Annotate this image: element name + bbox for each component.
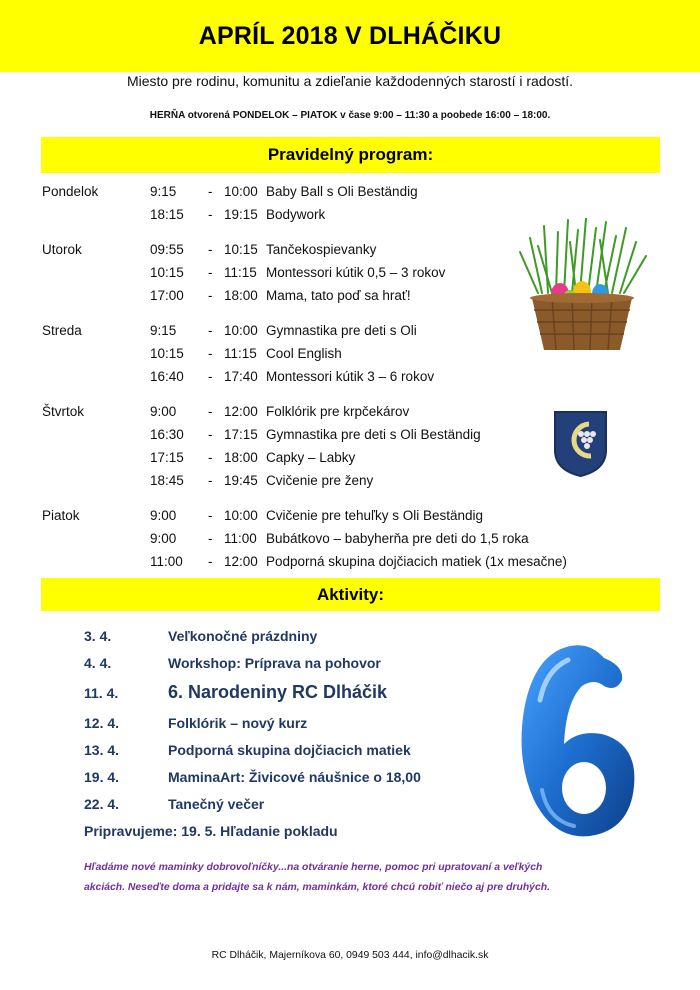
start-time: 18:15 [150,207,184,223]
activity-name: Montessori kútik 0,5 – 3 rokov [266,265,446,281]
activity-date: 3. 4. [84,627,112,644]
time-dash: - [208,473,213,489]
activity-name: Baby Ball s Oli Beständig [266,184,418,200]
preparing-text: Pripravujeme: 19. 5. Hľadanie pokladu [84,822,338,839]
number-six-balloon-icon [512,640,642,850]
time-dash: - [208,403,213,419]
day-name: Piatok [42,507,80,523]
activity-label: MaminaArt: Živicové náušnice o 18,00 [168,768,421,785]
activity-name: Tančekospievanky [266,241,377,257]
day-group [42,504,662,574]
time-dash: - [208,207,213,223]
end-time: 19:45 [224,473,258,489]
activity-date: 22. 4. [84,795,120,812]
end-time: 11:15 [224,265,257,281]
activity-row [84,709,504,736]
activity-name: Bubátkovo – babyherňa pre deti do 1,5 roka [266,531,529,546]
schedule-row [42,180,662,203]
activity-name: Mama, tato poď sa hrať! [266,288,411,304]
activity-date: 11. 4. [84,684,119,701]
start-time: 9:00 [150,403,177,419]
activity-name: Cool English [266,345,342,361]
end-time: 10:00 [224,184,258,200]
volunteer-line: Hľadáme nové maminky dobrovoľníčky...na otváranie herne, pomoc pri upratovaní a veľkých [84,862,543,873]
end-time: 17:40 [224,369,258,385]
activity-row [84,649,504,676]
title-bar [0,0,700,72]
start-time: 11:00 [150,554,183,570]
activity-date: 4. 4. [84,654,112,671]
activity-label: Workshop: Príprava na pohovor [168,654,381,671]
start-time: 17:00 [150,288,184,304]
activities-list [84,622,504,844]
time-dash: - [208,554,213,570]
program-heading: Pravidelný program: [267,145,434,164]
activity-name: Bodywork [266,207,326,223]
day-name: Utorok [42,241,82,257]
start-time: 9:15 [150,184,177,200]
start-time: 9:00 [150,531,177,546]
activity-label: Podporná skupina dojčiacich matiek [168,741,411,758]
activity-name: Podporná skupina dojčiacich matiek (1x mesačne) [266,554,567,570]
day-name: Štvrtok [42,403,85,419]
start-time: 09:55 [150,241,184,257]
activity-row [84,790,504,817]
time-dash: - [208,531,213,546]
activity-date: 12. 4. [84,714,120,731]
schedule-row [42,527,662,550]
volunteer-line: akciách. Neseďte doma a pridajte sa k nám, maminkám, ktoré chcú robiť niečo aj pre druhých. [84,882,550,893]
start-time: 16:30 [150,426,184,442]
time-dash: - [208,345,213,361]
start-time: 16:40 [150,369,184,385]
program-heading-band [41,137,660,173]
end-time: 11:00 [224,531,257,546]
time-dash: - [208,241,213,257]
time-dash: - [208,184,213,200]
activity-date: 19. 4. [84,768,120,785]
time-dash: - [208,450,213,466]
schedule-row [42,365,662,388]
time-dash: - [208,369,213,385]
activity-name: Gymnastika pre deti s Oli [266,322,417,338]
activities-heading: Aktivity: [316,584,385,604]
end-time: 12:00 [224,554,258,570]
preparing-row [84,817,504,844]
schedule-row [42,550,662,573]
activity-label: Folklórik – nový kurz [168,714,308,731]
day-name: Streda [42,322,82,338]
easter-basket-icon [512,218,652,356]
subtitle: Miesto pre rodinu, komunitu a zdieľanie každodenných starostí i radostí. [126,73,574,89]
end-time: 10:15 [224,241,258,257]
end-time: 12:00 [224,403,258,419]
activity-row [84,736,504,763]
start-time: 9:15 [150,322,177,338]
activity-row [84,676,504,709]
volunteer-note [84,858,664,898]
time-dash: - [208,265,213,281]
end-time: 18:00 [224,450,258,466]
activity-row [84,622,504,649]
activity-name: Folklórik pre krpčekárov [266,403,410,419]
day-name: Pondelok [42,184,99,200]
activity-name: Cvičenie pre ženy [266,473,374,489]
activity-date: 13. 4. [84,741,120,758]
end-time: 19:15 [224,207,258,223]
schedule-row [42,504,662,527]
end-time: 18:00 [224,288,258,304]
start-time: 18:45 [150,473,184,489]
footer-contact: RC Dlháčik, Majerníkova 60, 0949 503 444, info@dlhacik.sk [211,950,489,961]
end-time: 10:00 [224,507,258,523]
start-time: 10:15 [150,345,184,361]
crest-icon [553,410,608,478]
activity-row [84,763,504,790]
time-dash: - [208,426,213,442]
start-time: 9:00 [150,507,177,523]
end-time: 11:15 [224,345,257,361]
activity-label: 6. Narodeniny RC Dlháčik [168,682,388,702]
activity-label: Veľkonočné prázdniny [168,627,318,644]
page-title: APRÍL 2018 V DLHÁČIKU [198,21,502,50]
activity-name: Gymnastika pre deti s Oli Beständig [266,426,481,442]
start-time: 10:15 [150,265,184,281]
start-time: 17:15 [150,450,184,466]
time-dash: - [208,322,213,338]
activities-heading-band [41,578,660,611]
activity-name: Capky – Labky [266,450,356,466]
playroom-hours: HERŇA otvorená PONDELOK – PIATOK v čase 9:00 – 11:30 a poobede 16:00 – 18:00. [149,110,551,121]
end-time: 17:15 [224,426,258,442]
time-dash: - [208,288,213,304]
end-time: 10:00 [224,322,258,338]
activity-name: Montessori kútik 3 – 6 rokov [266,369,435,385]
activity-label: Tanečný večer [168,795,265,812]
activity-name: Cvičenie pre tehuľky s Oli Beständig [266,507,484,523]
time-dash: - [208,507,213,523]
